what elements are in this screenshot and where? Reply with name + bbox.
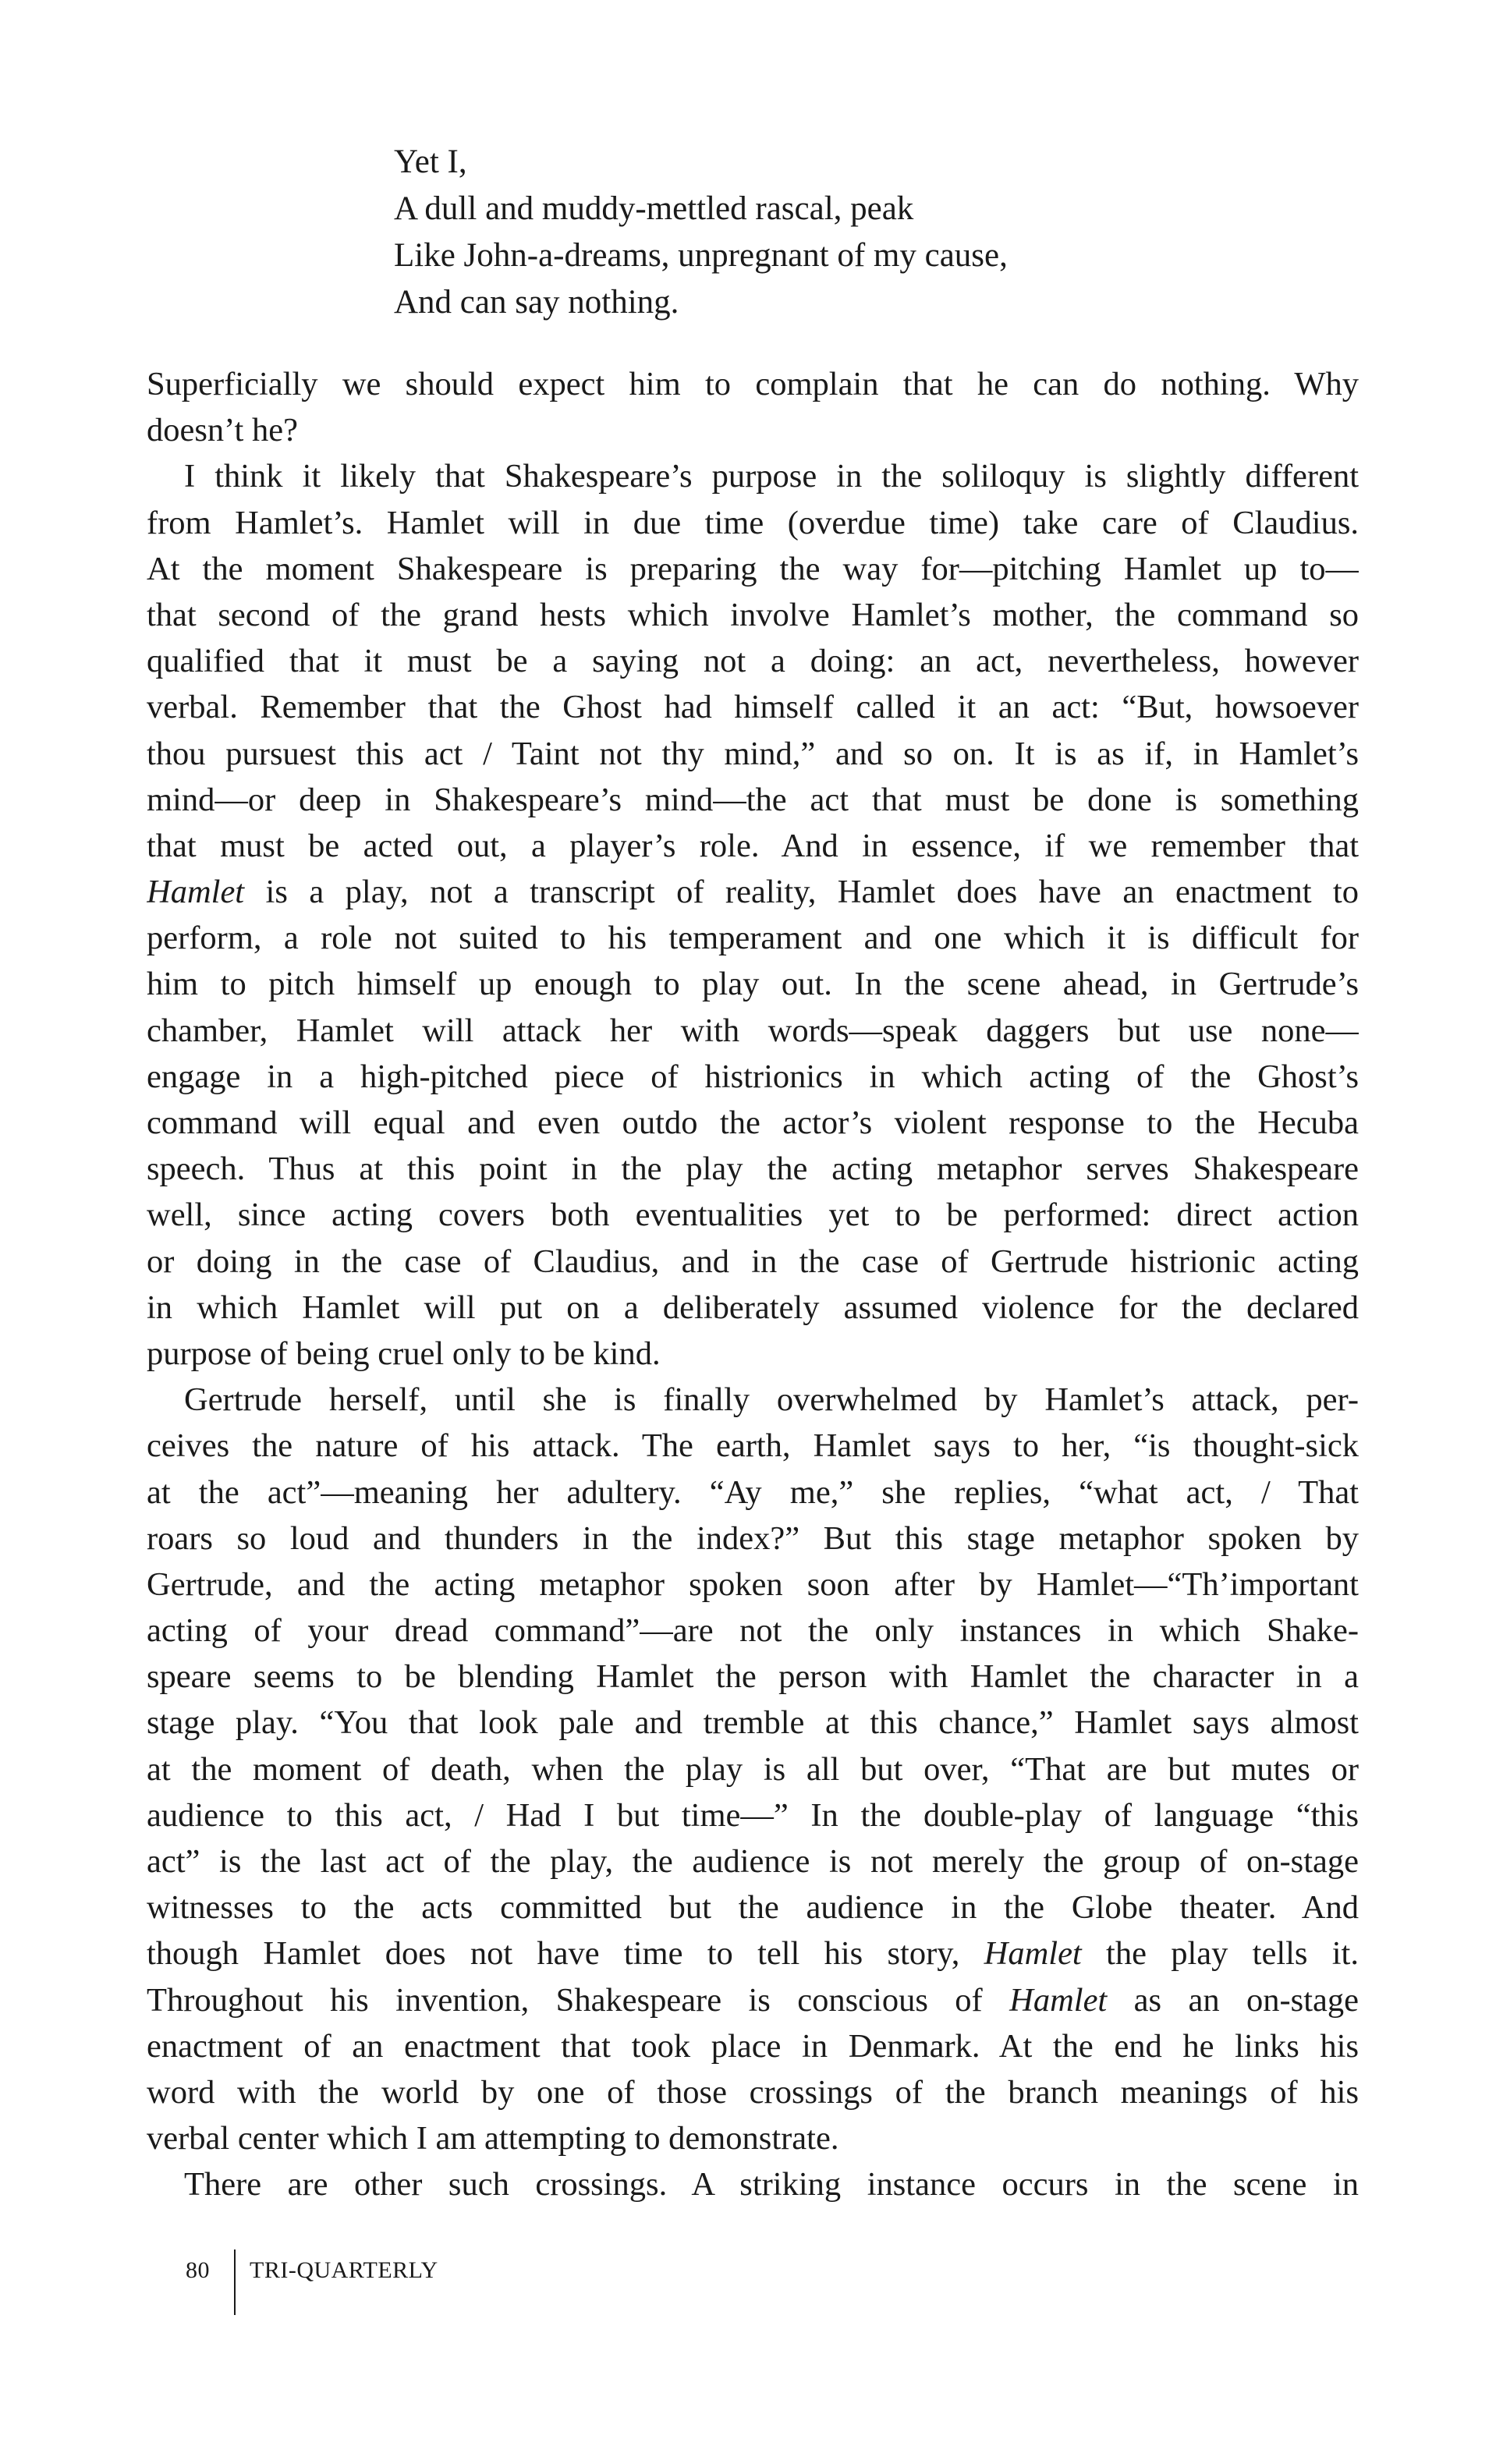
- text-line: [147, 1192, 1359, 1238]
- text-line: [147, 731, 1359, 777]
- text-line: [147, 1608, 1359, 1654]
- text-segment: verbal center which I am attempting to demonstrate.: [147, 2120, 839, 2157]
- text-segment: stage play. “You that look pale and tremble at this chance,” Hamlet says almost: [147, 1704, 1359, 1742]
- text-line: [147, 1423, 1359, 1469]
- text-segment: at the act”—meaning her adultery. “Ay me,” she replies, “what act, / That: [147, 1473, 1359, 1511]
- text-line: [147, 1792, 1359, 1838]
- text-segment: Throughout his invention, Shakespeare is conscious of: [147, 1981, 1010, 2019]
- text-line: [147, 1930, 1359, 1977]
- text-line: [147, 1746, 1359, 1792]
- text-line: [147, 546, 1359, 592]
- body-text: [147, 361, 1359, 2208]
- paragraph: [147, 361, 1359, 453]
- text-segment: Gertrude herself, until she is finally overwhelmed by Hamlet’s attack, per-: [184, 1381, 1359, 1419]
- text-segment: audience to this act, / Had I but time—” In the double-play of language “this: [147, 1796, 1359, 1834]
- paragraph: [147, 453, 1359, 1377]
- text-segment: At the moment Shakespeare is preparing the way for—pitching Hamlet up to—: [147, 550, 1359, 587]
- text-line: [147, 1654, 1359, 1700]
- text-line: [147, 1700, 1359, 1746]
- text-segment: speare seems to be blending Hamlet the person with Hamlet the character in a: [147, 1658, 1359, 1696]
- text-line: [147, 2069, 1359, 2115]
- text-line: [147, 1146, 1359, 1192]
- paragraph: [147, 1377, 1359, 2161]
- italic-title: Hamlet: [147, 874, 245, 911]
- text-segment: word with the world by one of those crossings of the branch meanings of his: [147, 2073, 1359, 2111]
- text-line: [147, 1470, 1359, 1516]
- text-segment: speech. Thus at this point in the play the acting metaphor serves Shakespeare: [147, 1150, 1359, 1188]
- text-segment: verbal. Remember that the Ghost had himself called it an act: “But, howsoever: [147, 689, 1359, 726]
- verse-line: Like John-a-dreams, unpregnant of my cause,: [394, 237, 1008, 274]
- text-segment: chamber, Hamlet will attack her with words—speak daggers but use none—: [147, 1012, 1359, 1049]
- text-line: [147, 1285, 1359, 1331]
- text-segment: roars so loud and thunders in the index?” But this stage metaphor spoken by: [147, 1519, 1359, 1557]
- text-line: [147, 592, 1359, 638]
- verse-line: A dull and muddy-mettled rascal, peak: [394, 190, 914, 227]
- text-segment: ceives the nature of his attack. The earth, Hamlet says to her, “is thought-sick: [147, 1427, 1359, 1465]
- text-segment: qualified that it must be a saying not a doing: an act, nevertheless, however: [147, 643, 1359, 680]
- text-segment: perform, a role not suited to his temperament and one which it is difficult for: [147, 920, 1359, 957]
- paragraph: [147, 2161, 1359, 2207]
- text-segment: thou pursuest this act / Taint not thy mind,” and so on. It is as if, in Hamlet’s: [147, 735, 1359, 772]
- text-segment: or doing in the case of Claudius, and in the case of Gertrude histrionic acting: [147, 1243, 1359, 1280]
- text-line: [147, 1239, 1359, 1285]
- text-line: [147, 1838, 1359, 1884]
- text-segment: I think it likely that Shakespeare’s purpose in the soliloquy is slightly different: [184, 458, 1359, 495]
- text-segment: doesn’t he?: [147, 412, 298, 449]
- text-line: [147, 1884, 1359, 1930]
- text-line: [147, 407, 1359, 453]
- text-segment: act” is the last act of the play, the audience is not merely the group of on-stage: [147, 1843, 1359, 1880]
- text-line: [147, 2115, 1359, 2161]
- verse-line: Yet I,: [394, 144, 467, 180]
- text-line: [147, 1562, 1359, 1608]
- footer-divider: [234, 2250, 236, 2315]
- text-segment: from Hamlet’s. Hamlet will in due time (overdue time) take care of Claudius.: [147, 504, 1359, 541]
- italic-title: Hamlet: [984, 1935, 1082, 1973]
- text-segment: Gertrude, and the acting metaphor spoken soon after by Hamlet—“Th’important: [147, 1565, 1359, 1603]
- text-segment: engage in a high-pitched piece of histrionics in which acting of the Ghost’s: [147, 1058, 1359, 1095]
- text-line: [147, 961, 1359, 1007]
- text-line: [147, 684, 1359, 730]
- text-segment: as an on-stage: [1107, 1981, 1359, 2019]
- text-line: [147, 638, 1359, 684]
- text-line: [147, 1008, 1359, 1054]
- verse-line: And can say nothing.: [394, 284, 679, 321]
- text-segment: that second of the grand hests which involve Hamlet’s mother, the command so: [147, 596, 1359, 633]
- text-line: [147, 1977, 1359, 2023]
- text-line: [147, 1054, 1359, 1100]
- text-line: [147, 1331, 1359, 1377]
- text-segment: command will equal and even outdo the actor’s violent response to the Hecuba: [147, 1104, 1359, 1141]
- text-segment: witnesses to the acts committed but the audience in the Globe theater. And: [147, 1889, 1359, 1927]
- text-segment: purpose of being cruel only to be kind.: [147, 1335, 661, 1372]
- text-segment: well, since acting covers both eventualities yet to be performed: direct action: [147, 1197, 1359, 1234]
- text-segment: Superficially we should expect him to complain that he can do nothing. Why: [147, 366, 1359, 402]
- text-line: [147, 1377, 1359, 1423]
- text-line: [147, 361, 1359, 407]
- text-line: [147, 1516, 1359, 1562]
- text-segment: There are other such crossings. A striking instance occurs in the scene in: [184, 2166, 1359, 2203]
- text-segment: at the moment of death, when the play is all but over, “That are but mutes or: [147, 1750, 1359, 1788]
- text-line: [147, 1100, 1359, 1146]
- text-segment: enactment of an enactment that took place in Denmark. At the end he links his: [147, 2027, 1359, 2065]
- journal-title: TRI-QUARTERLY: [250, 2257, 438, 2283]
- text-line: [147, 453, 1359, 499]
- text-segment: in which Hamlet will put on a deliberately assumed violence for the declared: [147, 1289, 1359, 1326]
- text-segment: though Hamlet does not have time to tell his story,: [147, 1935, 984, 1973]
- text-line: [147, 777, 1359, 823]
- text-segment: him to pitch himself up enough to play out. In the scene ahead, in Gertrude’s: [147, 966, 1359, 1003]
- italic-title: Hamlet: [1009, 1981, 1108, 2019]
- text-line: [147, 869, 1359, 915]
- text-line: [147, 2161, 1359, 2207]
- text-line: [147, 2023, 1359, 2069]
- text-segment: is a play, not a transcript of reality, Hamlet does have an enactment to: [244, 874, 1359, 911]
- page-number: 80: [186, 2257, 210, 2283]
- verse-quotation: [394, 139, 1252, 326]
- text-segment: mind—or deep in Shakespeare’s mind—the act that must be done is something: [147, 781, 1359, 818]
- text-line: [147, 823, 1359, 869]
- text-segment: acting of your dread command”—are not the only instances in which Shake-: [147, 1612, 1359, 1650]
- text-line: [147, 915, 1359, 961]
- text-segment: the play tells it.: [1081, 1935, 1359, 1973]
- text-line: [147, 500, 1359, 546]
- text-segment: that must be acted out, a player’s role. And in essence, if we remember that: [147, 827, 1359, 864]
